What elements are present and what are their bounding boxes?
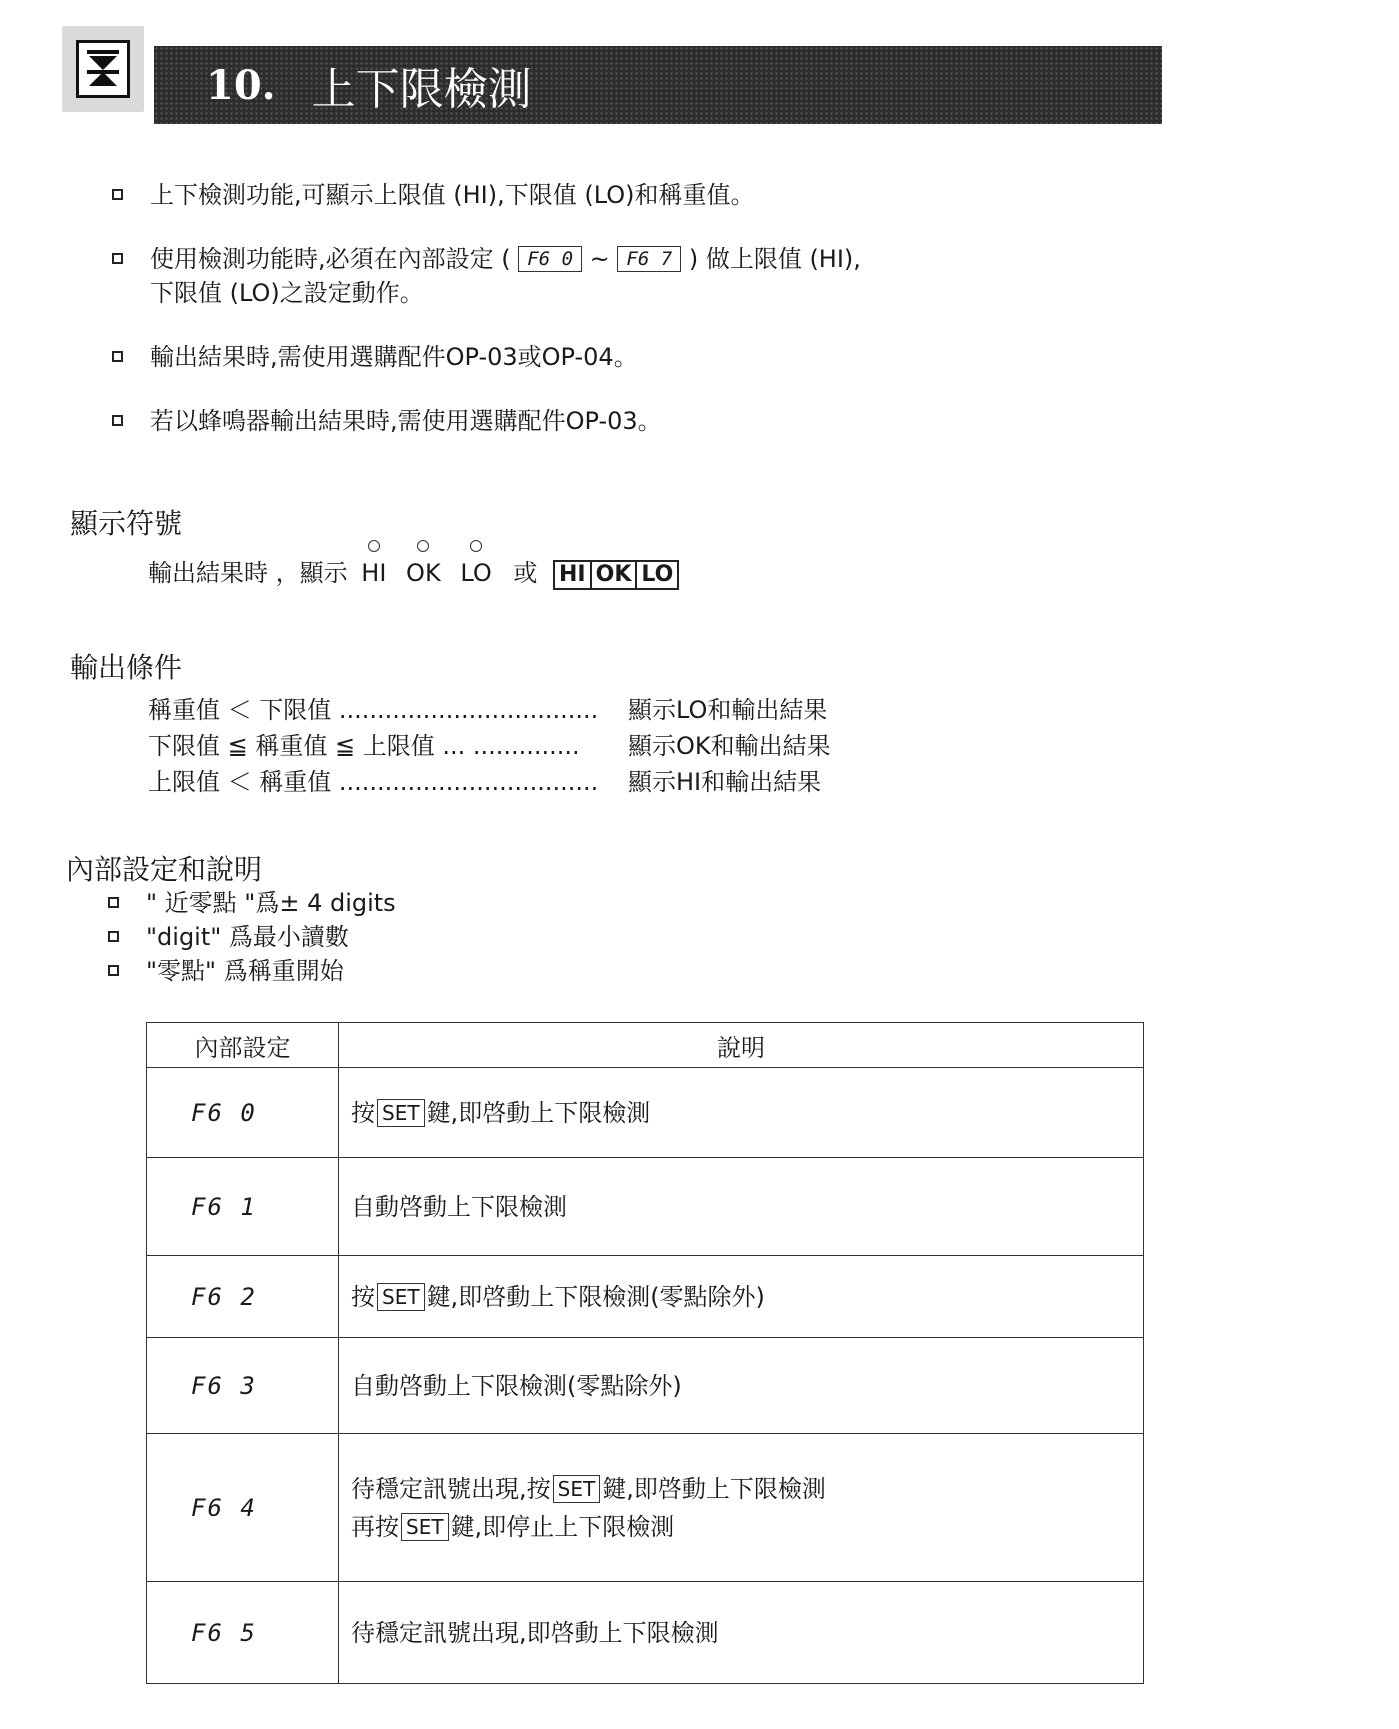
bullet-square-icon	[108, 931, 119, 942]
setting-code: F6 5	[147, 1582, 339, 1684]
bullet-square-icon	[112, 351, 123, 362]
bullet-square-icon	[112, 415, 123, 426]
setting-description: 自動啓動上下限檢測(零點除外)	[339, 1338, 1144, 1434]
table-row	[147, 1434, 1144, 1582]
column-header-setting: 內部設定	[147, 1023, 339, 1068]
display-symbols-line	[148, 556, 677, 590]
setting-code: F6 0	[147, 1068, 339, 1158]
internal-settings-heading: 內部設定和說明	[66, 853, 263, 886]
setting-description	[339, 1434, 1144, 1582]
setting-code: F6 2	[147, 1256, 339, 1338]
arrow-down-to-bar-icon	[76, 40, 130, 98]
bullet-square-icon	[112, 189, 123, 200]
table-row	[147, 1256, 1144, 1338]
boxed-symbol-ok: OK	[590, 560, 638, 590]
condition-row: 稱重值 ＜ 下限值 ..................................	[148, 696, 599, 724]
desc-text: 鍵,即啓動上下限檢測(零點除外)	[426, 1282, 765, 1311]
indicator-dot-icon	[368, 540, 380, 552]
condition-result: 顯示LO和輸出結果	[628, 696, 828, 724]
bullet-text: 上下檢測功能,可顯示上限值 (HI),下限值 (LO)和稱重值。	[150, 181, 755, 209]
bullet-square-icon	[108, 965, 119, 976]
table-header-row	[147, 1023, 1144, 1068]
symbol-label: LO	[460, 559, 492, 587]
table-row	[147, 1338, 1144, 1434]
set-key: SET	[401, 1513, 449, 1541]
desc-text: 鍵,即啓動上下限檢測	[426, 1098, 651, 1127]
table-row	[147, 1068, 1144, 1158]
set-key: SET	[377, 1283, 425, 1311]
table-row	[147, 1582, 1144, 1684]
list-item	[108, 242, 1108, 310]
setting-code: F6 1	[147, 1158, 339, 1256]
list-item	[108, 340, 1108, 374]
note-text: "零點" 爲稱重開始	[146, 957, 344, 985]
page-title: 上下限檢測	[311, 64, 532, 115]
setting-code-box: F6 7	[617, 246, 681, 272]
list-item	[108, 404, 1108, 438]
or-text: 或	[513, 559, 538, 587]
intro-bullets	[108, 178, 1108, 438]
column-header-description: 說明	[339, 1023, 1144, 1068]
section-header	[62, 26, 1162, 114]
condition-result: 顯示HI和輸出結果	[628, 768, 822, 796]
desc-text: 待穩定訊號出現,按	[351, 1474, 551, 1503]
list-item	[104, 920, 396, 954]
section-number: 10.	[206, 61, 276, 109]
output-conditions-heading: 輸出條件	[70, 651, 183, 684]
set-key: SET	[553, 1475, 601, 1503]
condition-row: 下限值 ≦ 稱重值 ≦ 上限值 ... ..............	[148, 732, 580, 760]
symbol-label: OK	[406, 559, 441, 587]
symbols-prefix: 輸出結果時 ，顯示	[148, 559, 348, 587]
internal-notes	[104, 886, 396, 988]
bullet-square-icon	[108, 897, 119, 908]
setting-description	[339, 1256, 1144, 1338]
range-tilde: ~	[589, 245, 610, 273]
list-item	[104, 954, 396, 988]
symbol-hi	[361, 556, 386, 590]
set-key: SET	[377, 1099, 425, 1127]
symbol-lo	[460, 556, 491, 590]
list-item	[108, 178, 1108, 212]
bullet-text: 使用檢測功能時,必須在內部設定 (	[150, 245, 511, 273]
setting-code-box: F6 0	[518, 246, 582, 272]
setting-code: F6 3	[147, 1338, 339, 1434]
bullet-text: ) 做上限值 (HI),	[688, 245, 861, 273]
setting-description: 待穩定訊號出現,即啓動上下限檢測	[339, 1582, 1144, 1684]
desc-text: 按	[351, 1098, 375, 1127]
note-text: "digit" 爲最小讀數	[146, 923, 349, 951]
condition-result: 顯示OK和輸出結果	[628, 732, 831, 760]
desc-text: 鍵,即停止上下限檢測	[450, 1512, 675, 1541]
note-text: " 近零點 "爲± 4 digits	[146, 889, 396, 917]
desc-text: 按	[351, 1282, 375, 1311]
bullet-text: 下限值 (LO)之設定動作。	[150, 279, 424, 307]
bullet-text: 輸出結果時,需使用選購配件OP-03或OP-04。	[150, 343, 638, 371]
list-item	[104, 886, 396, 920]
desc-text: 鍵,即啓動上下限檢測	[602, 1474, 826, 1503]
bullet-text: 若以蜂鳴器輸出結果時,需使用選購配件OP-03。	[150, 407, 662, 435]
setting-description: 自動啓動上下限檢測	[339, 1158, 1144, 1256]
indicator-dot-icon	[417, 540, 429, 552]
boxed-symbol-hi: HI	[553, 560, 592, 590]
table-row	[147, 1158, 1144, 1256]
settings-table	[146, 1022, 1144, 1684]
setting-code: F6 4	[147, 1434, 339, 1582]
indicator-dot-icon	[470, 540, 482, 552]
symbol-ok	[406, 556, 441, 590]
section-icon-frame	[62, 26, 144, 112]
desc-text: 再按	[351, 1512, 399, 1541]
title-bar	[154, 46, 1162, 124]
bullet-square-icon	[112, 253, 123, 264]
setting-description	[339, 1068, 1144, 1158]
condition-row: 上限值 ＜ 稱重值 ..................................	[148, 768, 599, 796]
symbol-label: HI	[361, 559, 387, 587]
display-symbols-heading: 顯示符號	[70, 507, 183, 540]
boxed-symbol-lo: LO	[635, 560, 679, 590]
